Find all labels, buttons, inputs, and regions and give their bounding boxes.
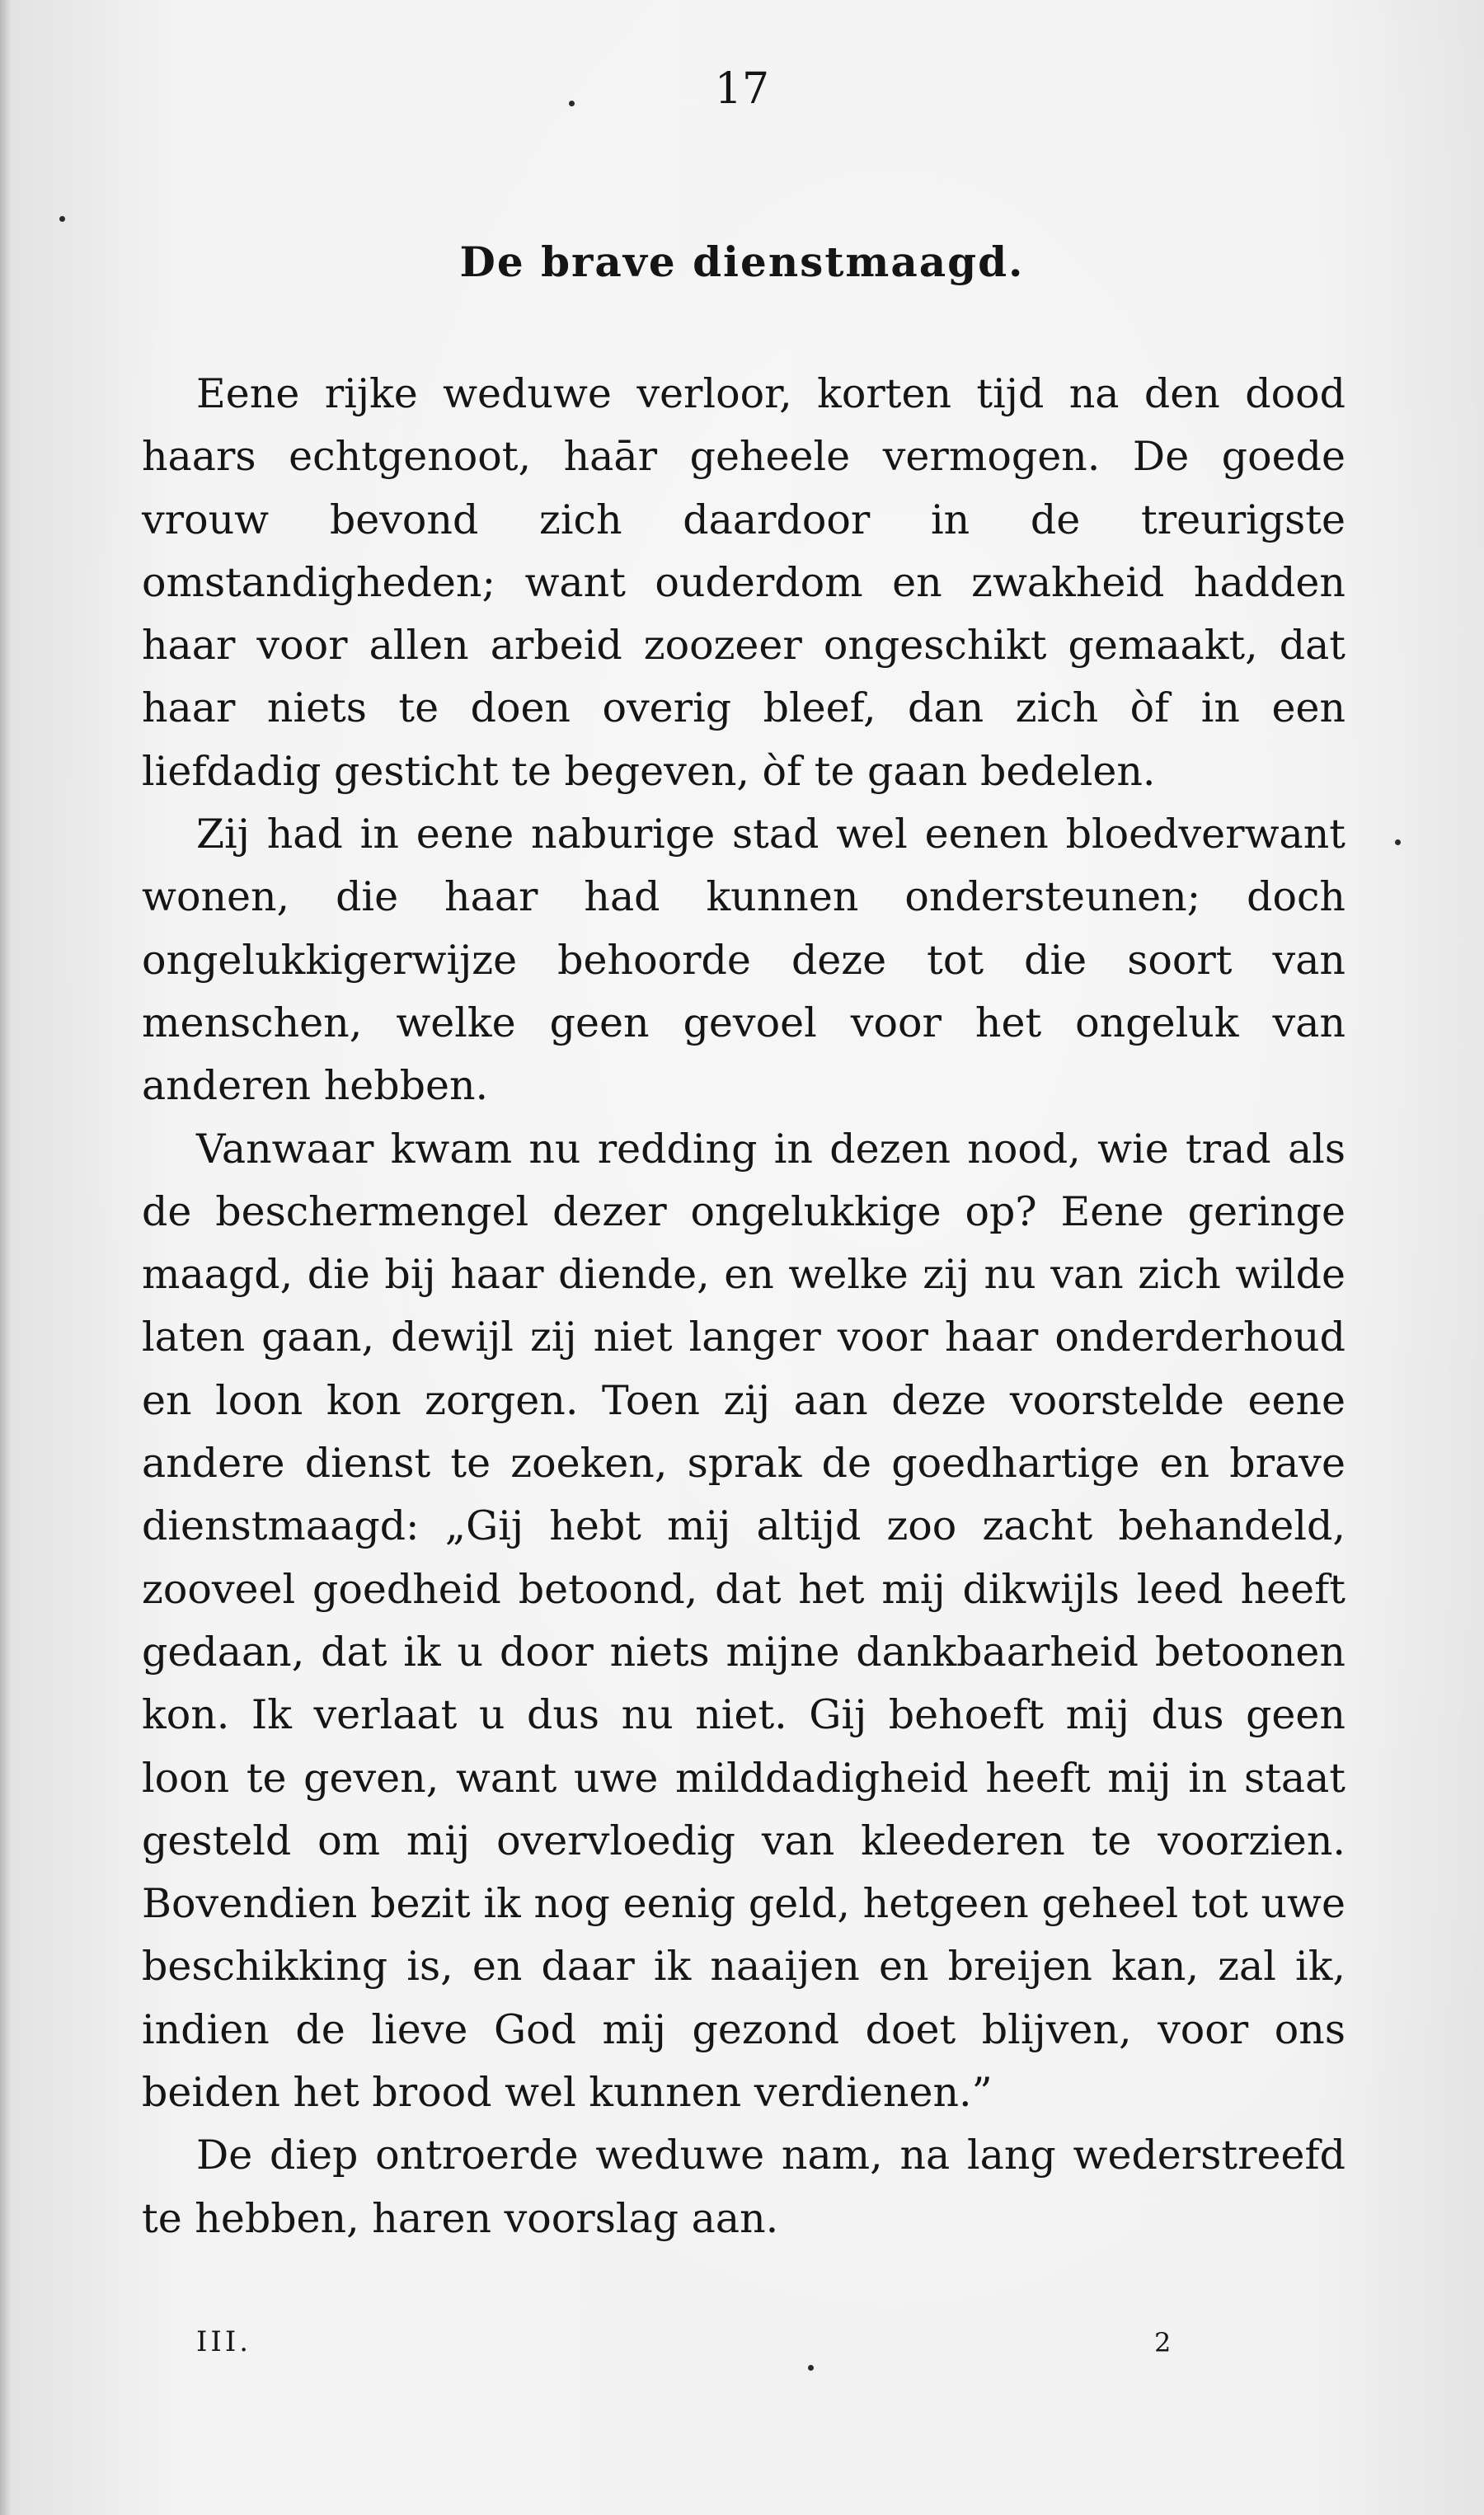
paragraph: Vanwaar kwam nu redding in dezen nood, wie trad als de beschermengel dezer ongelukkige op? Eene geringe maagd, die bij haar diende, en welke zij nu van zich wilde laten gaan, dewijl zij niet langer voor haar onderderhoud en loon kon zorgen. Toen zij aan deze voorstelde eene andere dienst te zoeken, sprak de goedhartige en brave dienstmaagd: „Gij hebt mij altijd zoo zacht behandeld, zooveel goedheid betoond, dat het mij dikwijls leed heeft gedaan, dat ik u door niets mijne dankbaarheid betoonen kon. Ik verlaat u dus nu niet. Gij behoeft mij dus geen loon te geven, want uwe milddadigheid heeft mij in staat gesteld om mij overvloedig van kleederen te voorzien. Bovendien bezit ik nog eenig geld, hetgeen geheel tot uwe beschikking is, en daar ik naaijen en breijen kan, zal ik, indien de lieve God mij gezond doet blijven, voor ons beiden het brood wel kunnen verdienen.” [142, 1125, 1345, 2117]
paragraph: Zij had in eene naburige stad wel eenen bloedverwant wonen, die haar had kunnen ondersteunen; doch ongelukkigerwijze behoorde deze tot die soort van menschen, welke geen gevoel voor het ongeluk van anderen hebben. [142, 811, 1345, 1110]
ink-speck [808, 2365, 814, 2371]
ink-speck [1395, 839, 1401, 845]
body-text [142, 363, 1345, 2250]
paragraph: Eene rijke weduwe verloor, korten tijd na den dood haars echtgenoot, haār geheele vermogen. De goede vrouw bevond zich daardoor in de treurigste omstandigheden; want ouderdom en zwakheid hadden haar voor allen arbeid zoozeer ongeschikt gemaakt, dat haar niets te doen overig bleef, dan zich òf in een liefdadig gesticht te begeven, òf te gaan bedelen. [142, 370, 1345, 795]
page-number: 17 [714, 64, 770, 114]
chapter-title: De brave dienstmaagd. [459, 237, 1025, 286]
page-edge-shadow [0, 0, 12, 2515]
folio-number: 2 [1154, 2327, 1172, 2358]
signature-mark: III. [196, 2325, 252, 2358]
ink-speck [569, 101, 575, 106]
paragraph: De diep ontroerde weduwe nam, na lang wederstreefd te hebben, haren voorslag aan. [142, 2132, 1345, 2242]
ink-speck [59, 216, 65, 222]
